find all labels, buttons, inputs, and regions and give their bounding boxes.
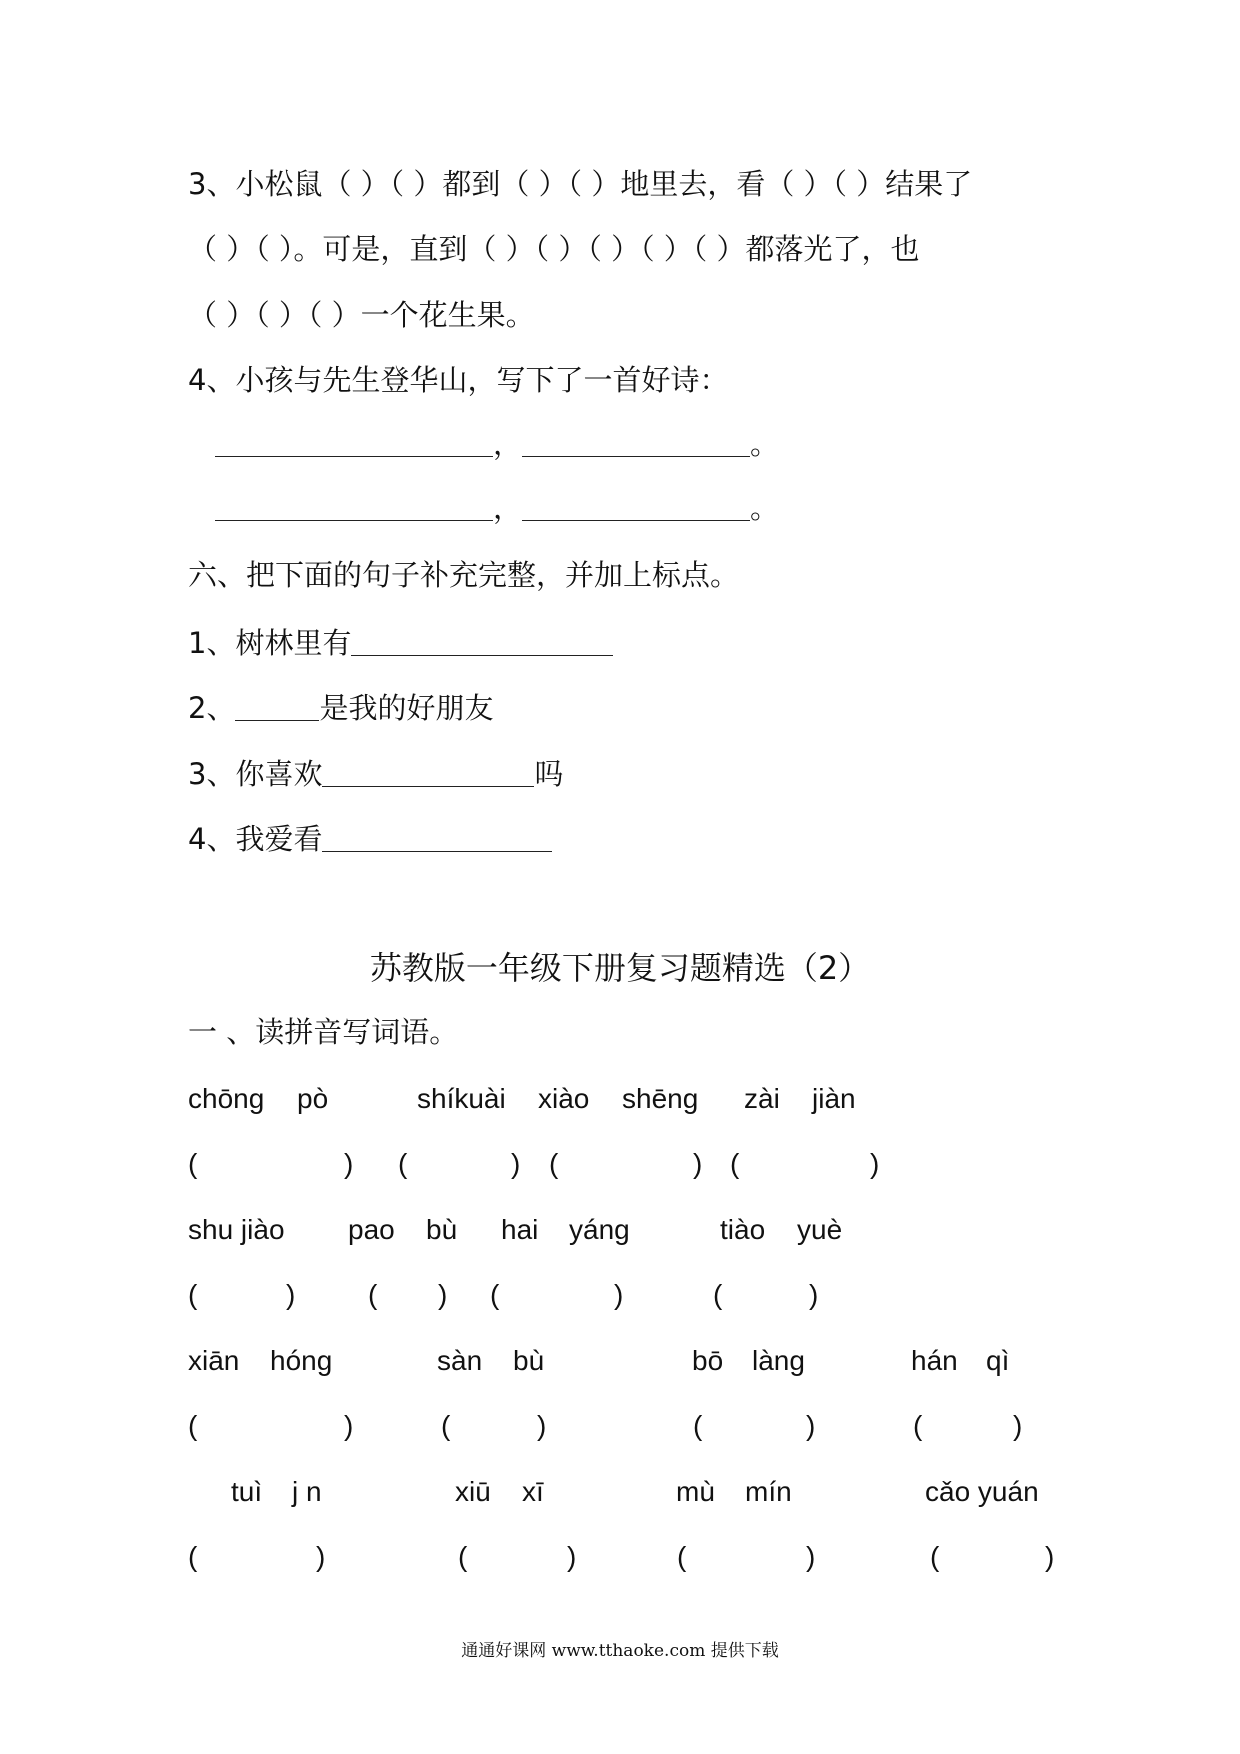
answer-paren-close: ): [870, 1148, 880, 1179]
pinyin-word: xiào: [538, 1083, 590, 1114]
answer-blank[interactable]: [322, 758, 534, 787]
answer-paren-close: ): [344, 1410, 354, 1441]
pinyin-word: mín: [745, 1476, 792, 1507]
footer-source: 通通好课网 www.tthaoke.com 提供下载: [461, 1641, 779, 1661]
answer-paren-close: ): [316, 1541, 326, 1572]
answer-paren-open: (: [188, 1541, 198, 1572]
answer-blank[interactable]: [351, 627, 613, 656]
answer-paren-open: (: [188, 1148, 198, 1179]
pinyin-word: shēng: [622, 1083, 699, 1114]
answer-paren-open: (: [549, 1148, 559, 1179]
pinyin-word: j n: [292, 1476, 322, 1507]
answer-paren-close: ): [809, 1279, 819, 1310]
question-3-line-3: （ ）（ ）（ ）一个花生果。: [188, 298, 535, 332]
pinyin-word: yáng: [569, 1214, 630, 1245]
answer-blank[interactable]: [322, 823, 552, 852]
answer-paren-close: ): [537, 1410, 547, 1441]
sentence-item-1: 1、树林里有: [188, 627, 613, 658]
answer-blank[interactable]: [522, 492, 750, 521]
answer-paren-close: ): [806, 1541, 816, 1572]
answer-paren-close: ): [806, 1410, 816, 1441]
pinyin-word: jiàn: [812, 1083, 856, 1114]
answer-paren-close: ): [693, 1148, 703, 1179]
answer-paren-open: (: [458, 1541, 468, 1572]
pinyin-word: hán: [911, 1345, 958, 1376]
answer-paren-close: ): [567, 1541, 577, 1572]
pinyin-word: bù: [513, 1345, 545, 1376]
pinyin-word: xiū: [455, 1476, 491, 1507]
answer-blank[interactable]: [522, 428, 750, 457]
pinyin-word: zài: [744, 1083, 780, 1114]
pinyin-word: xī: [522, 1476, 544, 1507]
worksheet-title: 苏教版一年级下册复习题精选（2）: [369, 949, 871, 987]
pinyin-word: xiān: [188, 1345, 240, 1376]
pinyin-word: hai: [501, 1214, 539, 1245]
pinyin-word: bù: [426, 1214, 458, 1245]
pinyin-word: tuì: [231, 1476, 263, 1507]
answer-paren-open: (: [930, 1541, 940, 1572]
answer-blank[interactable]: [215, 428, 493, 457]
answer-paren-open: (: [188, 1410, 198, 1441]
answer-paren-close: ): [344, 1148, 354, 1179]
poem-line-1: ， 。: [215, 428, 779, 459]
answer-paren-open: (: [398, 1148, 408, 1179]
answer-paren-open: (: [441, 1410, 451, 1441]
answer-paren-close: ): [438, 1279, 448, 1310]
poem-line-2: ， 。: [215, 492, 779, 523]
section-6-heading: 六、把下面的句子补充完整，并加上标点。: [188, 558, 740, 592]
question-3-line-2: （ ）（ ）。可是，直到（ ）（ ）（ ）（ ）（ ）都落光了，也: [188, 232, 920, 266]
answer-paren-close: ): [1013, 1410, 1023, 1441]
pinyin-word: làng: [752, 1345, 805, 1376]
answer-paren-open: (: [368, 1279, 378, 1310]
pinyin-word: qì: [986, 1345, 1010, 1376]
section-1-heading: 一 、读拼音写词语。: [188, 1015, 459, 1049]
answer-paren-open: (: [677, 1541, 687, 1572]
answer-paren-open: (: [188, 1279, 198, 1310]
answer-paren-close: ): [614, 1279, 624, 1310]
pinyin-word: pao: [348, 1214, 395, 1245]
pinyin-word: pò: [297, 1083, 329, 1114]
answer-paren-open: (: [693, 1410, 703, 1441]
answer-blank[interactable]: [235, 692, 319, 721]
question-3-line-1: 3、小松鼠（ ）（ ）都到（ ）（ ）地里去，看（ ）（ ）结果了: [188, 167, 973, 201]
pinyin-word: mù: [676, 1476, 715, 1507]
pinyin-word: hóng: [270, 1345, 333, 1376]
answer-paren-close: ): [286, 1279, 296, 1310]
sentence-item-2: 2、 是我的好朋友: [188, 691, 494, 725]
pinyin-word: sàn: [437, 1345, 483, 1376]
sentence-item-4: 4、我爱看: [188, 823, 552, 854]
question-4: 4、小孩与先生登华山，写下了一首好诗：: [188, 363, 729, 397]
pinyin-word: shíkuài: [417, 1083, 506, 1114]
pinyin-word: tiào: [720, 1214, 766, 1245]
answer-paren-open: (: [730, 1148, 740, 1179]
answer-paren-open: (: [913, 1410, 923, 1441]
pinyin-word: yuè: [797, 1214, 843, 1245]
pinyin-word: shu jiào: [188, 1214, 285, 1245]
pinyin-word: chōng: [188, 1083, 265, 1114]
pinyin-word: cǎo yuán: [925, 1476, 1039, 1507]
answer-paren-open: (: [490, 1279, 500, 1310]
answer-paren-open: (: [713, 1279, 723, 1310]
answer-paren-close: ): [1045, 1541, 1055, 1572]
pinyin-word: bō: [692, 1345, 724, 1376]
answer-blank[interactable]: [215, 492, 493, 521]
answer-paren-close: ): [511, 1148, 521, 1179]
sentence-item-3: 3、你喜欢 吗: [188, 757, 564, 791]
